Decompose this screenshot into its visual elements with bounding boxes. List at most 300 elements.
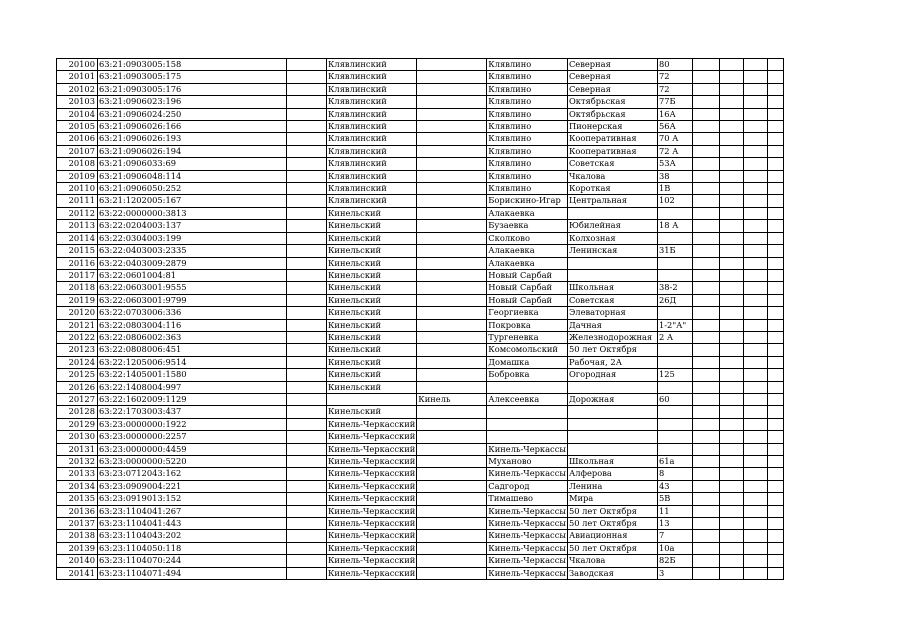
locality-cell: Клявлино xyxy=(487,59,568,71)
blank-cell xyxy=(287,356,327,368)
city-cell xyxy=(417,356,487,368)
district-cell: Кинельский xyxy=(327,245,417,257)
extra-cell xyxy=(692,356,719,368)
house-cell: 18 А xyxy=(657,220,692,232)
extra-cell xyxy=(692,83,719,95)
table-row xyxy=(57,170,784,182)
cadastral-number-cell: 63:21:0906048:114 xyxy=(98,170,287,182)
locality-cell xyxy=(487,431,568,443)
extra-cell xyxy=(719,406,743,418)
city-cell xyxy=(417,418,487,430)
extra-cell xyxy=(719,530,743,542)
street-cell: Северная xyxy=(567,71,657,83)
extra-cell xyxy=(692,158,719,170)
extra-cell xyxy=(692,331,719,343)
street-cell: Рабочая, 2А xyxy=(567,356,657,368)
row-number-cell: 20118 xyxy=(57,282,98,294)
table-row xyxy=(57,220,784,232)
city-cell xyxy=(417,505,487,517)
street-cell: Советская xyxy=(567,158,657,170)
extra-cell xyxy=(767,555,783,567)
locality-cell: Комсомольский xyxy=(487,344,568,356)
house-cell: 82Б xyxy=(657,555,692,567)
cadastral-number-cell: 63:22:1703003:437 xyxy=(98,406,287,418)
blank-cell xyxy=(287,133,327,145)
extra-cell xyxy=(743,319,767,331)
district-cell: Кинельский xyxy=(327,282,417,294)
extra-cell xyxy=(719,356,743,368)
locality-cell: Георгиевка xyxy=(487,307,568,319)
cadastral-number-cell: 63:22:0204003:137 xyxy=(98,220,287,232)
extra-cell xyxy=(743,542,767,554)
cadastral-number-cell: 63:22:1205006:9514 xyxy=(98,356,287,368)
extra-cell xyxy=(692,121,719,133)
table-row xyxy=(57,96,784,108)
extra-cell xyxy=(692,431,719,443)
locality-cell xyxy=(487,406,568,418)
locality-cell: Клявлино xyxy=(487,170,568,182)
extra-cell xyxy=(767,170,783,182)
row-number-cell: 20125 xyxy=(57,369,98,381)
extra-cell xyxy=(719,83,743,95)
street-cell: Мира xyxy=(567,493,657,505)
extra-cell xyxy=(767,133,783,145)
district-cell: Кинель-Черкасский xyxy=(328,468,416,479)
extra-cell xyxy=(743,493,767,505)
extra-cell xyxy=(767,220,783,232)
extra-cell xyxy=(719,418,743,430)
row-number-cell: 20110 xyxy=(57,183,98,195)
table-row xyxy=(57,542,784,554)
house-cell: 70 А xyxy=(657,133,692,145)
street-cell: Короткая xyxy=(567,183,657,195)
street-cell: Алферова xyxy=(567,468,657,480)
house-cell: 1В xyxy=(657,183,692,195)
extra-cell xyxy=(743,282,767,294)
extra-cell xyxy=(767,158,783,170)
city-cell xyxy=(417,183,487,195)
extra-cell xyxy=(719,71,743,83)
extra-cell xyxy=(692,195,719,207)
table-row xyxy=(57,344,784,356)
extra-cell xyxy=(719,493,743,505)
extra-cell xyxy=(719,207,743,219)
row-number-cell: 20135 xyxy=(57,493,98,505)
city-cell xyxy=(417,480,487,492)
city-cell xyxy=(417,257,487,269)
extra-cell xyxy=(767,245,783,257)
extra-cell xyxy=(743,71,767,83)
row-number-cell: 20113 xyxy=(57,220,98,232)
city-cell xyxy=(417,530,487,542)
blank-cell xyxy=(287,369,327,381)
blank-cell xyxy=(287,232,327,244)
street-cell: Школьная xyxy=(567,282,657,294)
row-number-cell: 20114 xyxy=(57,232,98,244)
extra-cell xyxy=(719,133,743,145)
cadastral-number-cell: 63:22:1408004:997 xyxy=(98,381,287,393)
blank-cell xyxy=(287,170,327,182)
extra-cell xyxy=(743,344,767,356)
city-cell xyxy=(417,133,487,145)
extra-cell xyxy=(719,480,743,492)
blank-cell xyxy=(287,158,327,170)
extra-cell xyxy=(743,307,767,319)
extra-cell xyxy=(767,431,783,443)
table-row xyxy=(57,369,784,381)
row-number-cell: 20123 xyxy=(57,344,98,356)
extra-cell xyxy=(719,369,743,381)
city-cell xyxy=(417,220,487,232)
extra-cell xyxy=(692,257,719,269)
blank-cell xyxy=(287,59,327,71)
locality-cell: Кинель-Черкассы xyxy=(488,542,566,553)
blank-cell xyxy=(287,96,327,108)
locality-cell: Кинель-Черкассы xyxy=(488,555,566,566)
house-cell xyxy=(657,406,692,418)
extra-cell xyxy=(692,170,719,182)
district-cell: Клявлинский xyxy=(327,108,417,120)
house-cell: 125 xyxy=(657,369,692,381)
extra-cell xyxy=(719,294,743,306)
row-number-cell: 20108 xyxy=(57,158,98,170)
cadastral-number-cell: 63:22:1405001:1580 xyxy=(98,369,287,381)
extra-cell xyxy=(767,319,783,331)
cadastral-number-cell: 63:22:0000000:3813 xyxy=(98,207,287,219)
cadastral-number-cell: 63:21:0906024:250 xyxy=(98,108,287,120)
cadastral-number-cell: 63:21:0906026:166 xyxy=(98,121,287,133)
cadastral-number-cell: 63:21:0906050:252 xyxy=(98,183,287,195)
row-number-cell: 20106 xyxy=(57,133,98,145)
extra-cell xyxy=(743,195,767,207)
extra-cell xyxy=(692,282,719,294)
extra-cell xyxy=(743,232,767,244)
district-cell: Кинельский xyxy=(327,331,417,343)
extra-cell xyxy=(719,518,743,530)
city-cell xyxy=(417,282,487,294)
house-cell: 80 xyxy=(657,59,692,71)
city-cell xyxy=(417,381,487,393)
table-row xyxy=(57,493,784,505)
blank-cell xyxy=(287,145,327,157)
street-cell: Авиационная xyxy=(567,530,657,542)
locality-cell: Кинель-Черкассы xyxy=(488,567,566,578)
district-cell: Кинельский xyxy=(327,269,417,281)
extra-cell xyxy=(692,443,719,455)
blank-cell xyxy=(287,294,327,306)
street-cell: Элеваторная xyxy=(567,307,657,319)
street-cell: Юбилейная xyxy=(567,220,657,232)
cadastral-number-cell: 63:21:0906023:196 xyxy=(98,96,287,108)
street-cell: Пионерская xyxy=(567,121,657,133)
blank-cell xyxy=(287,269,327,281)
blank-cell xyxy=(287,245,327,257)
district-cell: Клявлинский xyxy=(327,183,417,195)
city-cell xyxy=(417,307,487,319)
cadastral-number-cell: 63:23:1104041:267 xyxy=(98,505,287,517)
house-cell: 77Б xyxy=(657,96,692,108)
extra-cell xyxy=(719,170,743,182)
extra-cell xyxy=(743,505,767,517)
city-cell xyxy=(417,59,487,71)
city-cell: Кинель xyxy=(417,393,487,405)
city-cell xyxy=(417,406,487,418)
row-number-cell: 20129 xyxy=(57,418,98,430)
house-cell: 8 xyxy=(657,468,692,480)
house-cell: 10а xyxy=(657,542,692,554)
house-cell: 72 А xyxy=(657,145,692,157)
blank-cell xyxy=(287,456,327,468)
locality-cell: Кинель-Черкассы xyxy=(488,505,566,516)
house-cell xyxy=(657,418,692,430)
blank-cell xyxy=(287,493,327,505)
extra-cell xyxy=(767,530,783,542)
extra-cell xyxy=(692,207,719,219)
street-cell: 50 лет Октября xyxy=(567,542,657,554)
blank-cell xyxy=(287,183,327,195)
row-number-cell: 20139 xyxy=(57,542,98,554)
row-number-cell: 20131 xyxy=(57,443,98,455)
row-number-cell: 20119 xyxy=(57,294,98,306)
table-body xyxy=(57,59,784,580)
table-row xyxy=(57,121,784,133)
locality-cell: Садгород xyxy=(487,480,568,492)
extra-cell xyxy=(743,431,767,443)
extra-cell xyxy=(719,456,743,468)
city-cell xyxy=(417,555,487,567)
locality-cell: Алакаевка xyxy=(487,245,568,257)
locality-cell: Кинель-Черкассы xyxy=(488,530,566,541)
city-cell xyxy=(417,369,487,381)
blank-cell xyxy=(287,307,327,319)
city-cell xyxy=(417,493,487,505)
house-cell: 38-2 xyxy=(657,282,692,294)
locality-cell: Клявлино xyxy=(487,158,568,170)
house-cell xyxy=(657,356,692,368)
house-cell xyxy=(657,207,692,219)
blank-cell xyxy=(287,468,327,480)
extra-cell xyxy=(767,406,783,418)
row-number-cell: 20141 xyxy=(57,567,98,579)
extra-cell xyxy=(692,108,719,120)
city-cell xyxy=(417,468,487,480)
table-row xyxy=(57,331,784,343)
street-cell: Северная xyxy=(567,83,657,95)
cadastral-number-cell: 63:22:0803004:116 xyxy=(98,319,287,331)
city-cell xyxy=(417,96,487,108)
locality-cell: Тургеневка xyxy=(487,331,568,343)
extra-cell xyxy=(743,468,767,480)
locality-cell: Домашка xyxy=(487,356,568,368)
extra-cell xyxy=(692,418,719,430)
street-cell: Кооперативная xyxy=(567,133,657,145)
house-cell: 56А xyxy=(657,121,692,133)
extra-cell xyxy=(743,269,767,281)
cadastral-number-cell: 63:22:0403003:2335 xyxy=(98,245,287,257)
district-cell: Клявлинский xyxy=(327,170,417,182)
street-cell: Советская xyxy=(567,294,657,306)
extra-cell xyxy=(719,108,743,120)
blank-cell xyxy=(287,480,327,492)
locality-cell: Клявлино xyxy=(487,183,568,195)
row-number-cell: 20104 xyxy=(57,108,98,120)
street-cell xyxy=(567,418,657,430)
row-number-cell: 20102 xyxy=(57,83,98,95)
cadastral-number-cell: 63:21:0906033:69 xyxy=(98,158,287,170)
city-cell xyxy=(417,567,487,579)
extra-cell xyxy=(692,518,719,530)
district-cell: Кинель-Черкасский xyxy=(328,505,416,516)
district-cell: Кинельский xyxy=(327,381,417,393)
extra-cell xyxy=(692,220,719,232)
row-number-cell: 20138 xyxy=(57,530,98,542)
row-number-cell: 20100 xyxy=(57,59,98,71)
row-number-cell: 20126 xyxy=(57,381,98,393)
extra-cell xyxy=(767,505,783,517)
cadastral-number-cell: 63:23:1104041:443 xyxy=(98,518,287,530)
blank-cell xyxy=(287,83,327,95)
extra-cell xyxy=(767,468,783,480)
locality-cell: Покровка xyxy=(487,319,568,331)
district-cell: Кинельский xyxy=(327,319,417,331)
row-number-cell: 20116 xyxy=(57,257,98,269)
street-cell: Северная xyxy=(567,59,657,71)
extra-cell xyxy=(743,121,767,133)
extra-cell xyxy=(719,468,743,480)
table-row xyxy=(57,567,784,579)
blank-cell xyxy=(287,542,327,554)
district-cell: Кинельский xyxy=(327,369,417,381)
house-cell: 11 xyxy=(657,505,692,517)
district-cell: Клявлинский xyxy=(327,121,417,133)
city-cell xyxy=(417,331,487,343)
city-cell xyxy=(417,443,487,455)
blank-cell xyxy=(287,393,327,405)
street-cell: 50 лет Октября xyxy=(567,518,657,530)
district-cell xyxy=(327,393,417,405)
house-cell: 1-2"А" xyxy=(657,319,692,331)
blank-cell xyxy=(287,207,327,219)
blank-cell xyxy=(287,331,327,343)
district-cell: Кинель-Черкасский xyxy=(328,518,416,529)
locality-cell: Алексеевка xyxy=(487,393,568,405)
blank-cell xyxy=(287,567,327,579)
extra-cell xyxy=(743,530,767,542)
extra-cell xyxy=(719,381,743,393)
table-row xyxy=(57,555,784,567)
city-cell xyxy=(417,71,487,83)
table-row xyxy=(57,71,784,83)
locality-cell: Бузаевка xyxy=(487,220,568,232)
locality-cell: Новый Сарбай xyxy=(487,294,568,306)
data-table xyxy=(56,58,784,580)
table-row xyxy=(57,245,784,257)
row-number-cell: 20107 xyxy=(57,145,98,157)
extra-cell xyxy=(719,145,743,157)
extra-cell xyxy=(767,59,783,71)
house-cell: 43 xyxy=(657,480,692,492)
street-cell xyxy=(567,207,657,219)
extra-cell xyxy=(767,183,783,195)
row-number-cell: 20133 xyxy=(57,468,98,480)
house-cell xyxy=(657,232,692,244)
street-cell: Центральная xyxy=(567,195,657,207)
extra-cell xyxy=(743,480,767,492)
blank-cell xyxy=(287,418,327,430)
extra-cell xyxy=(719,542,743,554)
locality-cell: Клявлино xyxy=(487,83,568,95)
street-cell xyxy=(567,269,657,281)
extra-cell xyxy=(692,393,719,405)
extra-cell xyxy=(719,183,743,195)
row-number-cell: 20109 xyxy=(57,170,98,182)
city-cell xyxy=(417,319,487,331)
row-number-cell: 20105 xyxy=(57,121,98,133)
extra-cell xyxy=(692,344,719,356)
street-cell: 50 лет Октября xyxy=(567,344,657,356)
extra-cell xyxy=(719,121,743,133)
district-cell: Кинель-Черкасский xyxy=(328,542,416,553)
cadastral-number-cell: 63:21:0903005:158 xyxy=(98,59,287,71)
extra-cell xyxy=(743,145,767,157)
house-cell: 3 xyxy=(657,567,692,579)
blank-cell xyxy=(287,555,327,567)
house-cell xyxy=(657,443,692,455)
cadastral-number-cell: 63:22:0808006:451 xyxy=(98,344,287,356)
extra-cell xyxy=(767,356,783,368)
cadastral-number-cell: 63:22:0403009:2879 xyxy=(98,257,287,269)
blank-cell xyxy=(287,319,327,331)
table-row xyxy=(57,59,784,71)
row-number-cell: 20127 xyxy=(57,393,98,405)
cadastral-number-cell: 63:22:0703006:336 xyxy=(98,307,287,319)
extra-cell xyxy=(743,220,767,232)
house-cell xyxy=(657,344,692,356)
city-cell xyxy=(417,207,487,219)
locality-cell: Новый Сарбай xyxy=(487,269,568,281)
extra-cell xyxy=(767,71,783,83)
extra-cell xyxy=(743,369,767,381)
city-cell xyxy=(417,344,487,356)
district-cell: Клявлинский xyxy=(327,59,417,71)
cadastral-number-cell: 63:23:1104071:494 xyxy=(98,567,287,579)
house-cell: 7 xyxy=(657,530,692,542)
extra-cell xyxy=(767,456,783,468)
table-row xyxy=(57,195,784,207)
cadastral-number-cell: 63:22:0806002:363 xyxy=(98,331,287,343)
extra-cell xyxy=(767,518,783,530)
district-cell: Клявлинский xyxy=(327,83,417,95)
locality-cell: Новый Сарбай xyxy=(487,282,568,294)
blank-cell xyxy=(287,108,327,120)
extra-cell xyxy=(743,257,767,269)
extra-cell xyxy=(767,269,783,281)
cadastral-number-cell: 63:23:0000000:1922 xyxy=(98,418,287,430)
extra-cell xyxy=(692,96,719,108)
table-row xyxy=(57,133,784,145)
extra-cell xyxy=(692,530,719,542)
extra-cell xyxy=(692,145,719,157)
cadastral-number-cell: 63:21:0903005:175 xyxy=(98,71,287,83)
row-number-cell: 20137 xyxy=(57,518,98,530)
cadastral-number-cell: 63:21:0903005:176 xyxy=(98,83,287,95)
table-row xyxy=(57,108,784,120)
table-row xyxy=(57,282,784,294)
extra-cell xyxy=(743,294,767,306)
extra-cell xyxy=(719,245,743,257)
extra-cell xyxy=(767,282,783,294)
extra-cell xyxy=(767,567,783,579)
